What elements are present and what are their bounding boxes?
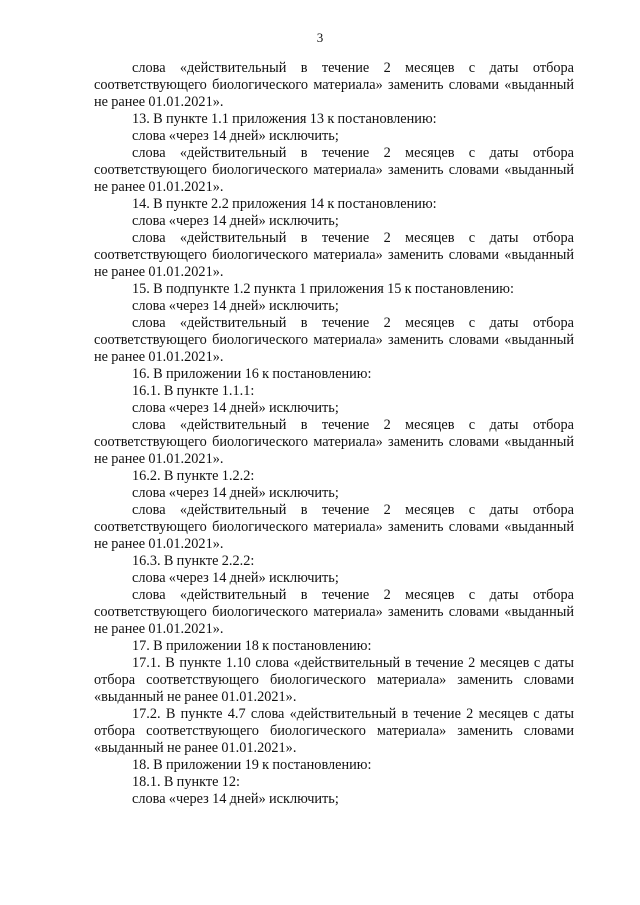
paragraph: слова «через 14 дней» исключить; [132,298,339,314]
paragraph: слова «через 14 дней» исключить; [132,128,339,144]
paragraph: слова «действительный в течение 2 месяцев с даты отбора соответствующего биологического материала» заменить словами «выданный не ранее 01.01.2021». [94,587,574,637]
paragraph: 16. В приложении 16 к постановлению: [132,366,372,382]
paragraph: 16.1. В пункте 1.1.1: [132,383,255,399]
paragraph: 14. В пункте 2.2 приложения 14 к постановлению: [132,196,437,212]
paragraph: 18. В приложении 19 к постановлению: [132,757,372,773]
paragraph: слова «через 14 дней» исключить; [132,213,339,229]
paragraph: слова «действительный в течение 2 месяцев с даты отбора соответствующего биологического материала» заменить словами «выданный не ранее 01.01.2021». [94,502,574,552]
page-number: 3 [316,30,324,45]
paragraph: слова «через 14 дней» исключить; [132,570,339,586]
paragraph: 18.1. В пункте 12: [132,774,241,790]
paragraph: 16.2. В пункте 1.2.2: [132,468,255,484]
paragraph: 17.1. В пункте 1.10 слова «действительный в течение 2 месяцев с даты отбора соответствующего биологического материала» заменить словами «выданный не ранее 01.01.2021». [94,655,574,705]
paragraph: слова «через 14 дней» исключить; [132,791,339,807]
paragraph: слова «действительный в течение 2 месяцев с даты отбора соответствующего биологического материала» заменить словами «выданный не ранее 01.01.2021». [94,60,574,110]
paragraph: 13. В пункте 1.1 приложения 13 к постановлению: [132,111,437,127]
paragraph: 16.3. В пункте 2.2.2: [132,553,255,569]
document-body [94,60,574,808]
paragraph: слова «действительный в течение 2 месяцев с даты отбора соответствующего биологического материала» заменить словами «выданный не ранее 01.01.2021». [94,417,574,467]
paragraph: слова «через 14 дней» исключить; [132,400,339,416]
paragraph: 17. В приложении 18 к постановлению: [132,638,372,654]
paragraph: 17.2. В пункте 4.7 слова «действительный в течение 2 месяцев с даты отбора соответствующего биологического материала» заменить словами «выданный не ранее 01.01.2021». [94,706,574,756]
paragraph: слова «действительный в течение 2 месяцев с даты отбора соответствующего биологического материала» заменить словами «выданный не ранее 01.01.2021». [94,145,574,195]
paragraph: слова «действительный в течение 2 месяцев с даты отбора соответствующего биологического материала» заменить словами «выданный не ранее 01.01.2021». [94,315,574,365]
paragraph: 15. В подпункте 1.2 пункта 1 приложения 15 к постановлению: [132,281,514,297]
paragraph: слова «действительный в течение 2 месяцев с даты отбора соответствующего биологического материала» заменить словами «выданный не ранее 01.01.2021». [94,230,574,280]
paragraph: слова «через 14 дней» исключить; [132,485,339,501]
